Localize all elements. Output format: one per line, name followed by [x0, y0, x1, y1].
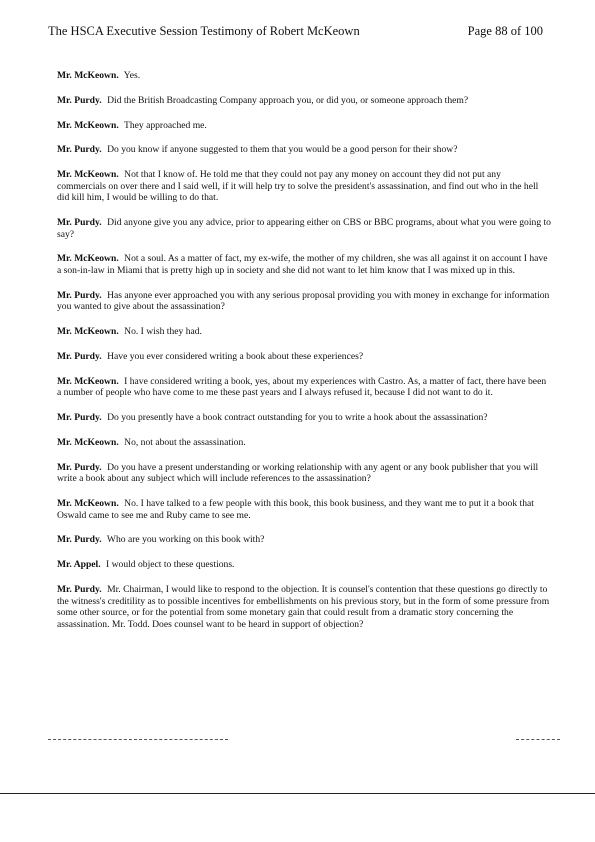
transcript-paragraph	[57, 559, 551, 571]
speaker-name: Mr. McKeown.	[57, 253, 119, 265]
speaker-name: Mr. Purdy.	[57, 289, 102, 301]
transcript-paragraph	[57, 290, 551, 313]
paragraph-text: Who are you working on this book with?	[106, 534, 265, 546]
speaker-name: Mr. McKeown.	[57, 436, 119, 448]
paragraph-text: Not a soul. As a matter of fact, my ex-wife, the mother of my children, she was all against it on account I have a son-in-law in Miami that is pretty high up in society and she did not want to let him know that I was mixed up in this.	[57, 253, 548, 277]
paragraph-text: Do you have a present understanding or working relationship with any agent or any book publisher that you will write a book about any subject which will include references to the assassination?	[57, 461, 539, 485]
speaker-name: Mr. McKeown.	[57, 169, 119, 181]
page-bottom-rule	[0, 793, 595, 794]
paragraph-text: No, not about the assassination.	[124, 436, 246, 448]
transcript-paragraph	[57, 412, 551, 424]
document-title: The HSCA Executive Session Testimony of Robert McKeown	[48, 24, 360, 38]
transcript-paragraph	[57, 217, 551, 240]
paragraph-text: No. I wish they had.	[124, 326, 202, 338]
paragraph-text: I have considered writing a book, yes, about my experiences with Castro. As, a matter of fact, there have been a number of people who have come to me these past years and I always refused it, because I did not want to do it.	[57, 375, 547, 399]
paragraph-text: Did the British Broadcasting Company approach you, or did you, or someone approach them?	[107, 94, 469, 106]
speaker-name: Mr. McKeown.	[57, 498, 119, 510]
footer-dashed-line-right	[516, 739, 560, 740]
paragraph-text: Not that I know of. He told me that they could not pay any money on account they did not put any commercials on over there and I said well, if it will help try to solve the president's assassination, and find out who in the hell did kill him, I would be willing to do that.	[57, 169, 539, 204]
transcript-paragraph	[57, 498, 551, 521]
paragraph-text: Do you know if anyone suggested to them that you would be a good person for their show?	[107, 144, 458, 156]
speaker-name: Mr. Purdy.	[57, 217, 102, 229]
speaker-name: Mr. Purdy.	[57, 144, 102, 156]
paragraph-text: Did anyone give you any advice, prior to appearing either on CBS or BBC programs, about what you were going to say?	[57, 217, 551, 240]
transcript-paragraph	[57, 120, 551, 132]
transcript-paragraph	[57, 437, 551, 449]
paragraph-text: Do you presently have a book contract outstanding for you to write a hook about the assassination?	[107, 412, 488, 424]
page-number: Page 88 of 100	[467, 24, 543, 38]
transcript-paragraph	[57, 462, 551, 485]
speaker-name: Mr. Purdy.	[57, 94, 102, 106]
speaker-name: Mr. Purdy.	[57, 584, 102, 596]
transcript-paragraph	[57, 144, 551, 156]
transcript-paragraph	[57, 95, 551, 107]
paragraph-text: Has anyone ever approached you with any serious proposal providing you with money in exchange for information you wanted to give about the assassination?	[57, 289, 550, 313]
paragraph-text: Yes.	[123, 70, 141, 81]
speaker-name: Mr. McKeown.	[57, 375, 119, 387]
footer-dashed-line-left	[48, 739, 228, 740]
paragraph-text: No. I have talked to a few people with this book, this book business, and they want me to put it a book that Oswald came to see me and Ruby came to see me.	[57, 498, 534, 521]
transcript-paragraph	[57, 169, 551, 204]
paragraph-text: They approached me.	[123, 119, 207, 131]
transcript-paragraph	[57, 326, 551, 338]
transcript-body	[57, 70, 551, 644]
transcript-paragraph	[57, 70, 551, 82]
speaker-name: Mr. McKeown.	[57, 119, 119, 131]
speaker-name: Mr. Appel.	[57, 559, 101, 571]
transcript-paragraph	[57, 584, 551, 630]
transcript-paragraph	[57, 534, 551, 546]
speaker-name: Mr. McKeown.	[57, 326, 119, 338]
speaker-name: Mr. Purdy.	[57, 351, 102, 362]
paragraph-text: Mr. Chairman, I would like to respond to the objection. It is counsel's contention that these questions go directly to the witness's creditility as to possible incentives for embellishments on his previous story, but in the form of some pressure from some other source, or for the potential from some monetary gain that could result from a dramatic story concerning the assassination. Mr. Todd. Does counsel want to be heard in support of objection?	[57, 584, 550, 630]
paragraph-text: Have you ever considered writing a book about these experiences?	[107, 351, 364, 362]
paragraph-text: I would object to these questions.	[106, 559, 235, 571]
speaker-name: Mr. Purdy.	[57, 412, 102, 424]
speaker-name: Mr. Purdy.	[57, 461, 102, 473]
transcript-paragraph	[57, 351, 551, 363]
page-header	[48, 24, 547, 44]
speaker-name: Mr. McKeown.	[57, 70, 119, 81]
transcript-paragraph	[57, 376, 551, 399]
speaker-name: Mr. Purdy.	[57, 534, 102, 546]
transcript-paragraph	[57, 253, 551, 276]
